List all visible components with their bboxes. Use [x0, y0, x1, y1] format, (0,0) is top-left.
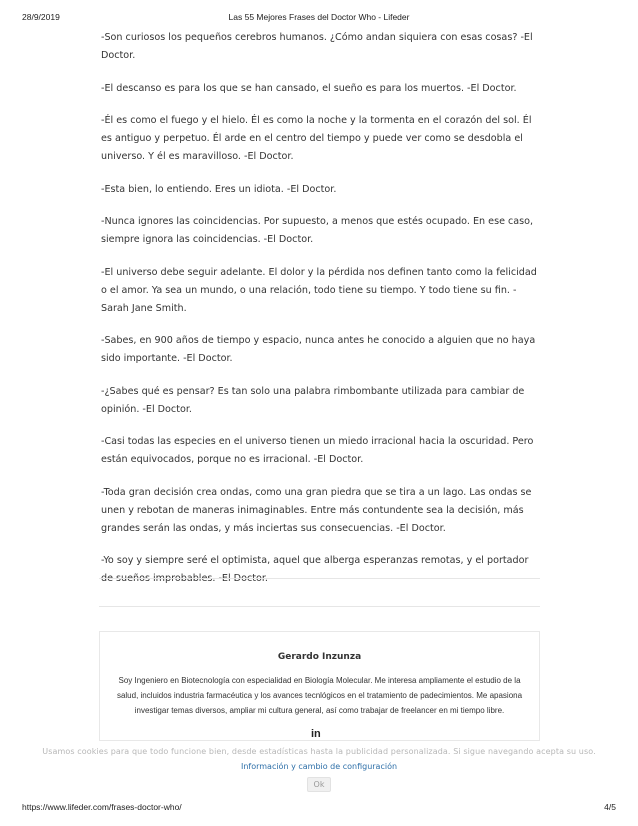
cookie-notice	[0, 741, 638, 793]
quote-paragraph: -¿Sabes qué es pensar? Es tan solo una palabra rimbombante utilizada para cambiar de opinión. -El Doctor.	[101, 385, 525, 415]
quote-paragraph: -Él es como el fuego y el hielo. Él es como la noche y la tormenta en el corazón del sol. Él es antiguo y perpetuo. Él arde en el centro del tiempo y puede ver como se desdobla el universo. Y él es maravilloso. -El Doctor.	[101, 115, 532, 162]
cookie-notice-text: Usamos cookies para que todo funcione bien, desde estadísticas hasta la publicidad personalizada. Si sigue navegando acepta su uso.	[42, 747, 596, 756]
print-date: 28/9/2019	[22, 12, 60, 22]
quote-paragraph: -Son curiosos los pequeños cerebros humanos. ¿Cómo andan siquiera con esas cosas? -El Doctor.	[101, 32, 533, 61]
quote-paragraph: -Yo soy y siempre seré el optimista, aquel que alberga esperanzas remotas, y el portador	[101, 555, 529, 566]
quote-paragraph: -Nunca ignores las coincidencias. Por supuesto, a menos que estés ocupado. En ese caso, siempre ignora las coincidencias. -El Doctor.	[101, 216, 534, 245]
print-page-title: Las 55 Mejores Frases del Doctor Who - Lifeder	[228, 12, 410, 22]
quote-paragraph: -Sabes, en 900 años de tiempo y espacio, nunca antes he conocido a alguien que no haya sido importante. -El Doctor.	[101, 335, 536, 364]
print-url: https://www.lifeder.com/frases-doctor-who/	[22, 802, 182, 812]
print-page-number: 4/5	[604, 802, 616, 812]
author-bio: Soy Ingeniero en Biotecnología con especialidad en Biología Molecular. Me interesa ampliamente el estudio de la salud, incluidos industria farmacéutica y los avances tecnlógicos en el tratamiento de padecimientos. Me apasiona investigar temas diversos, ampliar mi cultura general, así como trabajar de freelancer en mi tiempo libre.	[116, 676, 523, 715]
quote-paragraph: -El descanso es para los que se han cansado, el sueño es para los muertos. -El Doctor.	[101, 82, 517, 94]
article-body	[101, 29, 541, 603]
cookie-ok-button[interactable]: Ok	[307, 777, 332, 792]
divider	[99, 578, 540, 579]
author-name: Gerardo Inzunza	[277, 652, 362, 662]
quote-paragraph: -El universo debe seguir adelante. El dolor y la pérdida nos definen tanto como la felicidad o el amor. Ya sea un mundo, o una relación, todo tiene su tiempo. Y todo tiene su fin. -Sarah Jane Smith.	[101, 266, 537, 314]
author-box	[99, 631, 540, 741]
print-footer	[22, 802, 616, 814]
quote-paragraph: -Casi todas las especies en el universo tienen un miedo irracional hacia la oscuridad. Pero están equivocados, porque no es irracional. -El Doctor.	[101, 436, 534, 465]
divider	[99, 606, 540, 607]
print-header	[22, 12, 616, 24]
quote-paragraph: -Toda gran decisión crea ondas, como una gran piedra que se tira a un lago. Las ondas se unen y rebotan de maneras inimaginables. Entre más contundente sea la decisión, más grandes serán las ondas, y más inciertas sus consecuencias. -El Doctor.	[101, 486, 532, 534]
quote-paragraph: -Esta bien, lo entiendo. Eres un idiota. -El Doctor.	[101, 183, 337, 195]
cookie-settings-link[interactable]: Información y cambio de configuración	[240, 762, 398, 771]
linkedin-icon[interactable]: in	[311, 728, 321, 740]
